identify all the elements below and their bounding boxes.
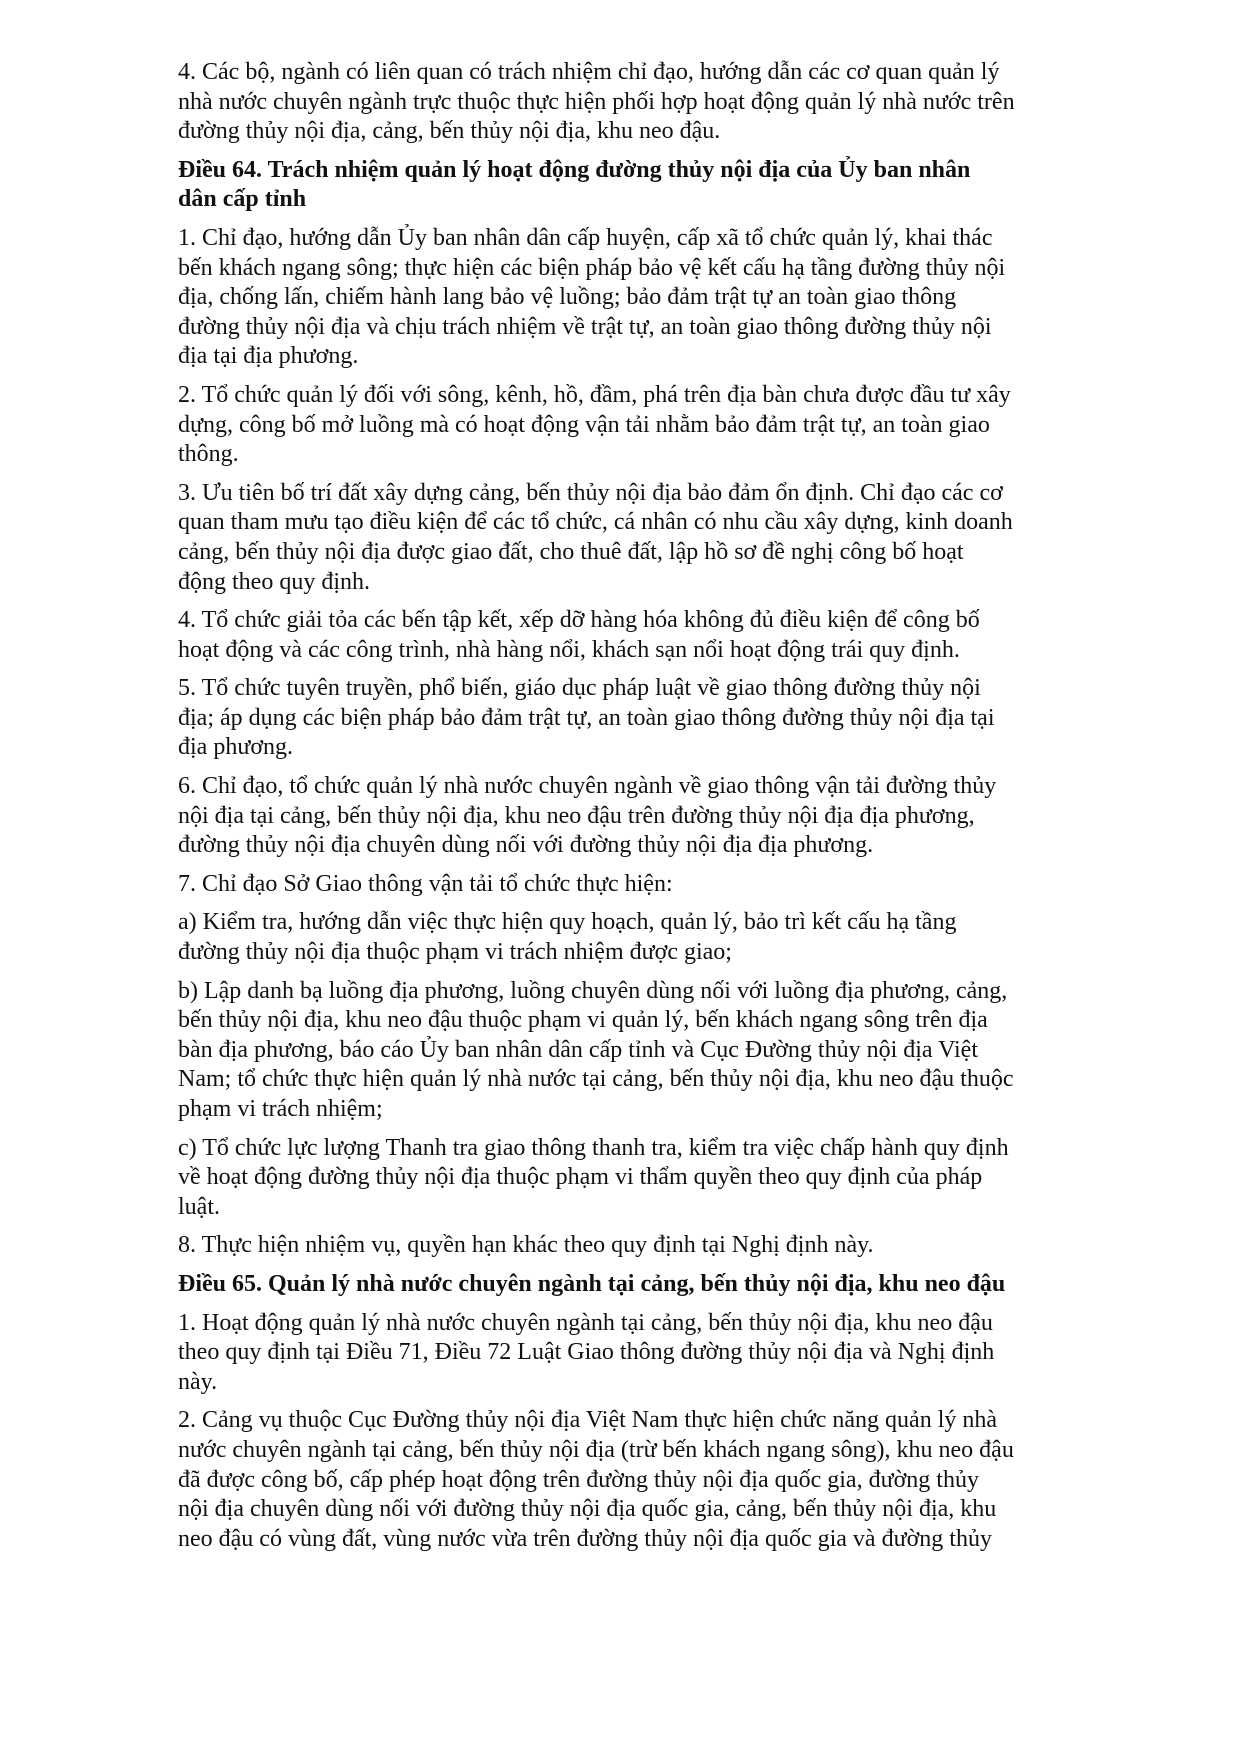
heading-line: Điều 64. Trách nhiệm quản lý hoạt động đường thủy nội địa của Ủy ban nhân	[178, 156, 971, 183]
article-64-clause-3	[178, 479, 1128, 597]
text-line: neo đậu có vùng đất, vùng nước vừa trên đường thủy nội địa quốc gia và đường thủy	[178, 1525, 992, 1552]
text-line: đường thủy nội địa chuyên dùng nối với đường thủy nội địa địa phương.	[178, 832, 874, 859]
article-64-clause-6	[178, 772, 1128, 861]
text-line: 2. Tổ chức quản lý đối với sông, kênh, hồ, đầm, phá trên địa bàn chưa được đầu tư xây	[178, 381, 1011, 408]
text-line: 7. Chỉ đạo Sở Giao thông vận tải tổ chức thực hiện:	[178, 870, 673, 897]
text-line: 5. Tổ chức tuyên truyền, phổ biến, giáo dục pháp luật về giao thông đường thủy nội	[178, 675, 981, 702]
text-line: cảng, bến thủy nội địa được giao đất, cho thuê đất, lập hồ sơ đề nghị công bố hoạt	[178, 538, 964, 565]
text-line: về hoạt động đường thủy nội địa thuộc phạm vi thẩm quyền theo quy định của pháp	[178, 1164, 983, 1191]
article-65-clause-2	[178, 1406, 1128, 1554]
text-line: địa; áp dụng các biện pháp bảo đảm trật tự, an toàn giao thông đường thủy nội địa tại	[178, 704, 995, 731]
document-page	[178, 58, 1128, 1563]
article-64-clause-2	[178, 381, 1128, 470]
text-line: đường thủy nội địa, cảng, bến thủy nội địa, khu neo đậu.	[178, 118, 721, 145]
article-64-clause-1	[178, 224, 1128, 372]
paragraph-4-ministries	[178, 58, 1128, 147]
article-64-clause-7c	[178, 1134, 1128, 1223]
text-line: bến khách ngang sông; thực hiện các biện pháp bảo vệ kết cấu hạ tầng đường thủy nội	[178, 254, 1006, 281]
text-line: a) Kiểm tra, hướng dẫn việc thực hiện quy hoạch, quản lý, bảo trì kết cấu hạ tầng	[178, 909, 957, 936]
article-65-clause-1	[178, 1309, 1128, 1398]
text-line: 4. Tổ chức giải tỏa các bến tập kết, xếp dỡ hàng hóa không đủ điều kiện để công bố	[178, 607, 980, 634]
article-64-clause-8	[178, 1231, 1128, 1261]
text-line: bàn địa phương, báo cáo Ủy ban nhân dân cấp tỉnh và Cục Đường thủy nội địa Việt	[178, 1036, 979, 1063]
article-64-clause-7b	[178, 977, 1128, 1125]
text-line: b) Lập danh bạ luồng địa phương, luồng chuyên dùng nối với luồng địa phương, cảng,	[178, 977, 1008, 1004]
text-line: c) Tổ chức lực lượng Thanh tra giao thông thanh tra, kiểm tra việc chấp hành quy định	[178, 1134, 1009, 1161]
article-65-heading	[178, 1270, 1128, 1300]
text-line: Nam; tổ chức thực hiện quản lý nhà nước tại cảng, bến thủy nội địa, khu neo đậu thuộc	[178, 1066, 1014, 1093]
text-line: phạm vi trách nhiệm;	[178, 1096, 383, 1122]
text-line: dựng, công bố mở luồng mà có hoạt động vận tải nhằm bảo đảm trật tự, an toàn giao	[178, 411, 990, 438]
heading-line: Điều 65. Quản lý nhà nước chuyên ngành tại cảng, bến thủy nội địa, khu neo đậu	[178, 1270, 1006, 1297]
text-line: 4. Các bộ, ngành có liên quan có trách nhiệm chỉ đạo, hướng dẫn các cơ quan quản lý	[178, 59, 1000, 85]
text-line: 6. Chỉ đạo, tổ chức quản lý nhà nước chuyên ngành về giao thông vận tải đường thủy	[178, 773, 997, 800]
text-line: nhà nước chuyên ngành trực thuộc thực hiện phối hợp hoạt động quản lý nhà nước trên	[178, 88, 1015, 115]
text-line: nước chuyên ngành tại cảng, bến thủy nội địa (trừ bến khách ngang sông), khu neo đậu	[178, 1436, 1014, 1463]
article-64-clause-7a	[178, 908, 1128, 967]
text-line: địa tại địa phương.	[178, 343, 359, 370]
text-line: hoạt động và các công trình, nhà hàng nổi, khách sạn nổi hoạt động trái quy định.	[178, 636, 960, 663]
text-line: 2. Cảng vụ thuộc Cục Đường thủy nội địa Việt Nam thực hiện chức năng quản lý nhà	[178, 1407, 998, 1434]
article-64-clause-5	[178, 674, 1128, 763]
text-line: 8. Thực hiện nhiệm vụ, quyền hạn khác theo quy định tại Nghị định này.	[178, 1232, 874, 1259]
text-line: đường thủy nội địa thuộc phạm vi trách nhiệm được giao;	[178, 939, 732, 966]
article-64-clause-7	[178, 870, 1128, 900]
text-line: 1. Hoạt động quản lý nhà nước chuyên ngành tại cảng, bến thủy nội địa, khu neo đậu	[178, 1309, 993, 1336]
heading-line: dân cấp tỉnh	[178, 186, 307, 213]
text-line: đường thủy nội địa và chịu trách nhiệm về trật tự, an toàn giao thông đường thủy nội	[178, 313, 992, 340]
text-line: 3. Ưu tiên bố trí đất xây dựng cảng, bến thủy nội địa bảo đảm ổn định. Chỉ đạo các cơ	[178, 479, 1003, 506]
text-line: địa, chống lấn, chiếm hành lang bảo vệ luồng; bảo đảm trật tự an toàn giao thông	[178, 284, 957, 311]
text-line: thông.	[178, 441, 239, 468]
text-line: địa phương.	[178, 734, 294, 761]
text-line: bến thủy nội địa, khu neo đậu thuộc phạm vi quản lý, bến khách ngang sông trên địa	[178, 1007, 988, 1034]
text-line: nội địa chuyên dùng nối với đường thủy nội địa quốc gia, cảng, bến thủy nội địa, khu	[178, 1496, 997, 1523]
text-line: nội địa tại cảng, bến thủy nội địa, khu neo đậu trên đường thủy nội địa địa phương,	[178, 802, 975, 829]
text-line: 1. Chỉ đạo, hướng dẫn Ủy ban nhân dân cấp huyện, cấp xã tổ chức quản lý, khai thác	[178, 224, 993, 251]
article-64-clause-4	[178, 606, 1128, 665]
text-line: đã được công bố, cấp phép hoạt động trên đường thủy nội địa quốc gia, đường thủy	[178, 1466, 979, 1493]
text-line: động theo quy định.	[178, 568, 370, 595]
text-line: quan tham mưu tạo điều kiện để các tổ chức, cá nhân có nhu cầu xây dựng, kinh doanh	[178, 509, 1013, 536]
text-line: theo quy định tại Điều 71, Điều 72 Luật Giao thông đường thủy nội địa và Nghị định	[178, 1339, 995, 1366]
text-line: này.	[178, 1368, 218, 1395]
article-64-heading	[178, 156, 1128, 215]
text-line: luật.	[178, 1193, 220, 1220]
